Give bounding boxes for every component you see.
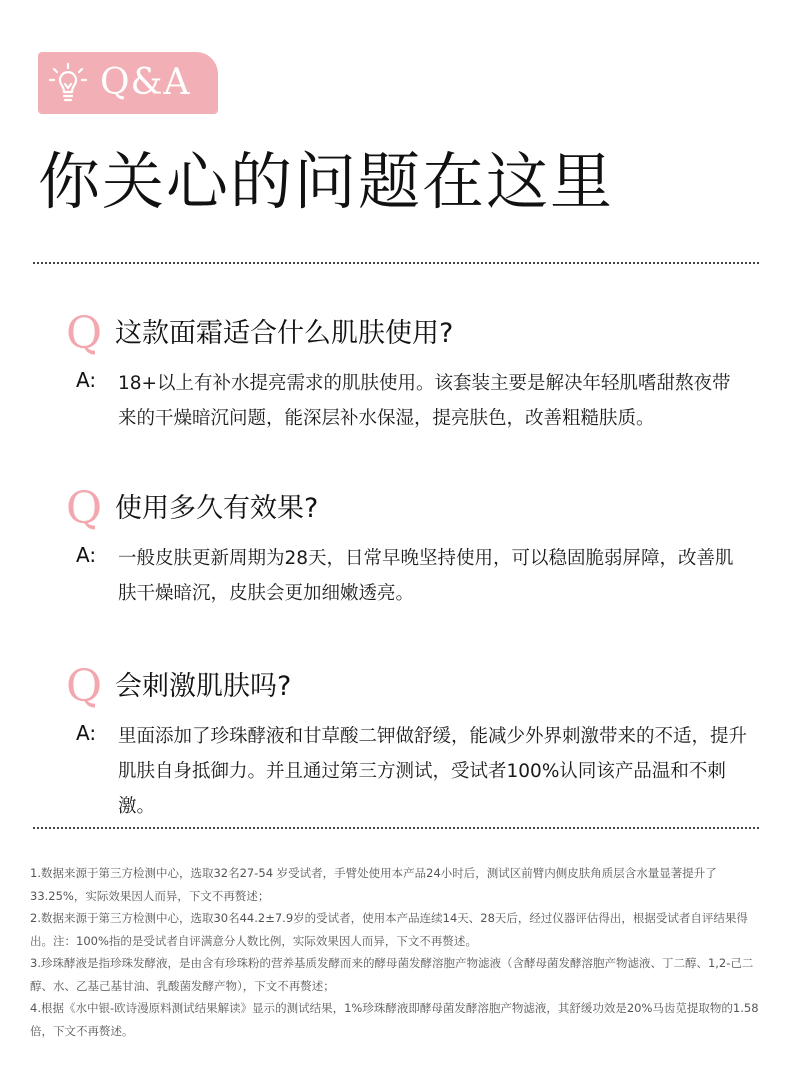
question-text: 使用多久有效果?: [115, 493, 319, 524]
question-text: 这款面霜适合什么肌肤使用?: [115, 318, 454, 349]
top-divider: [33, 262, 759, 264]
question-mark-letter: Q: [66, 308, 103, 359]
lightbulb-icon: [48, 62, 88, 104]
footnote: 2.数据来源于第三方检测中心，选取30名44.2±7.9岁的受试者，使用本产品连续14天、28天后，经过仪器评估得出，根据受试者自评结果得出。注：100%指的是受试者自评满意分人数比例，实际效果因人而异，下文不再赘述。: [30, 911, 748, 948]
page-title: 你关心的问题在这里: [38, 145, 615, 218]
badge-text: Q&A: [100, 62, 191, 103]
answer-text: 里面添加了珍珠酵液和甘草酸二钾做舒缓，能减少外界刺激带来的不适，提升肌肤自身抵御力。并且通过第三方测试，受试者100%认同该产品温和不刺激。: [118, 726, 748, 817]
question-text: 会刺激肌肤吗?: [115, 671, 292, 702]
answer-mark-letter: A:: [76, 721, 97, 745]
qa-item: [0, 661, 790, 824]
footnotes: [30, 862, 762, 1042]
answer-mark-letter: A:: [76, 368, 97, 392]
bottom-divider: [33, 827, 759, 829]
footnote: 4.根据《水中银-欧诗漫原料测试结果解读》显示的测试结果，1%珍珠酵液即酵母菌发酵溶胞产物滤液，其舒缓功效是20%马齿苋提取物的1.58倍，下文不再赘述。: [30, 1001, 759, 1038]
answer-mark-letter: A:: [76, 543, 97, 567]
answer-text: 一般皮肤更新周期为28天，日常早晚坚持使用，可以稳固脆弱屏障，改善肌肤干燥暗沉，皮肤会更加细嫩透亮。: [118, 548, 734, 604]
footnote: 1.数据来源于第三方检测中心，选取32名27-54 岁受试者，手臂处使用本产品24小时后，测试区前臂内侧皮肤角质层含水量显著提升了 33.25%，实际效果因人而异，下文不再赘述；: [30, 866, 717, 903]
qa-item: [0, 308, 790, 436]
question-mark-letter: Q: [66, 483, 103, 534]
qa-badge: [38, 52, 218, 114]
footnote: 3.珍珠酵液是指珍珠发酵液，是由含有珍珠粉的营养基质发酵而来的酵母菌发酵溶胞产物滤液（含酵母菌发酵溶胞产物滤液、丁二醇、1,2-己二醇、水、乙基己基甘油、乳酸菌发酵产物），下文不再赘述；: [30, 956, 754, 993]
question-mark-letter: Q: [66, 661, 103, 712]
qa-item: [0, 483, 790, 611]
answer-text: 18+以上有补水提亮需求的肌肤使用。该套装主要是解决年轻肌嗜甜熬夜带来的干燥暗沉问题，能深层补水保湿，提亮肤色，改善粗糙肤质。: [118, 373, 731, 429]
